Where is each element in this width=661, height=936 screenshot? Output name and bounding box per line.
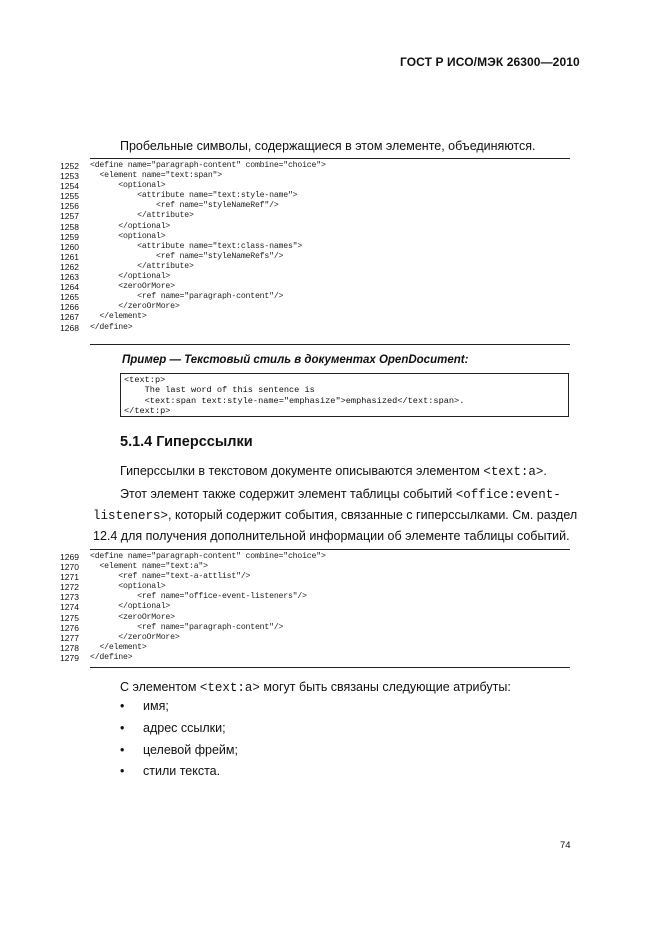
bullet-marker: • <box>120 764 125 778</box>
code-text: <attribute name="text:style-name"> <box>90 191 298 201</box>
line-number: 1274 <box>60 602 79 613</box>
code-line <box>55 653 326 663</box>
bullet-item: адрес ссылки; <box>143 721 226 735</box>
line-number: 1277 <box>60 632 79 643</box>
code-text: <define name="paragraph-content" combine="choice"> <box>90 161 326 170</box>
code-line <box>55 272 326 282</box>
intro-paragraph: Пробельные символы, содержащиеся в этом элементе, объединяются. <box>120 139 536 153</box>
bullet-marker: • <box>120 699 125 713</box>
text-a-code: <text:a> <box>483 465 544 479</box>
bullet-item: целевой фрейм; <box>143 743 238 757</box>
code-line <box>55 602 326 612</box>
line-number: 1252 <box>60 161 79 171</box>
code-block-2-top-rule <box>90 549 570 550</box>
code-line <box>55 613 326 623</box>
code-line <box>55 201 326 211</box>
code-block-1-top-rule <box>90 158 570 159</box>
line-number: 1273 <box>60 592 79 603</box>
line-number: 1271 <box>60 572 79 583</box>
attributes-intro-code: <text:a> <box>199 681 260 695</box>
hyperlinks-paragraph-end: . <box>543 464 547 478</box>
code-line <box>55 582 326 592</box>
code-line <box>55 262 326 272</box>
code-text: </optional> <box>90 221 171 231</box>
office-event-code-2: listeners> <box>93 509 169 523</box>
line-number: 1270 <box>60 562 79 573</box>
event-listeners-paragraph-line3: 12.4 для получения дополнительной информации об элементе таблицы событий. <box>93 529 570 543</box>
event-listeners-paragraph-line2 <box>93 507 577 524</box>
code-line <box>55 572 326 582</box>
line-number: 1276 <box>60 622 79 633</box>
code-line <box>55 222 326 232</box>
code-text: <zeroOrMore> <box>90 612 175 622</box>
page-number: 74 <box>560 840 571 851</box>
section-heading: 5.1.4 Гиперссылки <box>120 434 253 450</box>
line-number: 1279 <box>60 652 79 663</box>
line-number: 1253 <box>60 171 79 182</box>
code-text: </optional> <box>90 602 171 612</box>
code-text: <optional> <box>90 181 166 191</box>
line-number: 1266 <box>60 302 79 313</box>
code-line <box>55 292 326 302</box>
attributes-intro-text: С элементом <box>120 680 200 694</box>
code-line <box>55 312 326 322</box>
line-number: 1265 <box>60 292 79 303</box>
example-code-box <box>120 373 569 417</box>
code-line <box>55 191 326 201</box>
line-number: 1254 <box>60 181 79 192</box>
line-number: 1259 <box>60 231 79 242</box>
code-text: <element name="text:a"> <box>90 562 208 572</box>
bullet-marker: • <box>120 743 125 757</box>
code-text: </element> <box>90 312 147 322</box>
example-code-line: <text:span text:style-name="emphasize">emphasized</text:span>. <box>124 395 465 406</box>
code-line <box>55 211 326 221</box>
line-number: 1272 <box>60 582 79 593</box>
line-number: 1257 <box>60 211 79 222</box>
code-line <box>55 623 326 633</box>
code-line <box>55 633 326 643</box>
example-title: Пример — Текстовый стиль в документах OpenDocument: <box>122 354 469 366</box>
event-paragraph-text-1: Этот элемент также содержит элемент таблицы событий <box>120 487 456 501</box>
code-block-1-bottom-rule <box>90 344 570 345</box>
line-number: 1269 <box>60 552 79 562</box>
code-block-1 <box>55 161 326 333</box>
line-number: 1267 <box>60 312 79 323</box>
code-line <box>55 643 326 653</box>
code-block-2 <box>55 552 326 663</box>
code-line <box>55 161 326 171</box>
attributes-intro-end: могут быть связаны следующие атрибуты: <box>259 680 511 694</box>
page-header-title: ГОСТ Р ИСО/МЭК 26300—2010 <box>400 55 580 69</box>
line-number: 1256 <box>60 201 79 212</box>
code-text: <ref name="paragraph-content"/> <box>90 622 284 632</box>
code-text: </define> <box>90 322 133 332</box>
code-line <box>55 592 326 602</box>
code-line <box>55 562 326 572</box>
code-text: <ref name="text-a-attlist"/> <box>90 572 251 582</box>
event-paragraph-text-2: , который содержит события, связанные с гиперссылками. См. раздел <box>168 508 578 522</box>
office-event-code-1: <office:event- <box>455 488 561 502</box>
code-line <box>55 302 326 312</box>
code-line <box>55 242 326 252</box>
code-text: </element> <box>90 642 147 652</box>
code-text: </optional> <box>90 272 171 282</box>
code-line <box>55 171 326 181</box>
hyperlinks-paragraph <box>120 463 547 480</box>
attributes-intro <box>120 679 511 696</box>
example-code-line: <text:p> <box>124 375 166 385</box>
code-text: </zeroOrMore> <box>90 302 180 312</box>
example-code-line: </text:p> <box>124 405 171 416</box>
code-text: <optional> <box>90 231 166 241</box>
code-block-2-bottom-rule <box>90 667 570 668</box>
code-line <box>55 252 326 262</box>
code-text: </attribute> <box>90 211 194 221</box>
code-text: </attribute> <box>90 261 194 271</box>
code-text: <attribute name="text:class-names"> <box>90 241 303 251</box>
code-text: <ref name="styleNameRef"/> <box>90 201 279 211</box>
line-number: 1262 <box>60 261 79 272</box>
example-code-line: The last word of this sentence is <box>124 385 315 396</box>
line-number: 1258 <box>60 221 79 232</box>
code-text: </zeroOrMore> <box>90 632 180 642</box>
line-number: 1260 <box>60 241 79 252</box>
event-listeners-paragraph-line1 <box>120 486 570 503</box>
line-number: 1268 <box>60 322 79 333</box>
code-line <box>55 552 326 562</box>
code-text: <optional> <box>90 582 166 592</box>
code-text: <define name="paragraph-content" combine="choice"> <box>90 552 326 561</box>
bullet-item: имя; <box>143 699 169 713</box>
code-text: <ref name="office-event-listeners"/> <box>90 592 307 602</box>
code-line <box>55 282 326 292</box>
code-text: <element name="text:span"> <box>90 171 222 181</box>
line-number: 1278 <box>60 642 79 653</box>
line-number: 1264 <box>60 282 79 293</box>
code-text: <ref name="paragraph-content"/> <box>90 292 284 302</box>
code-text: <zeroOrMore> <box>90 282 175 292</box>
bullet-item: стили текста. <box>143 764 221 778</box>
line-number: 1255 <box>60 191 79 202</box>
line-number: 1263 <box>60 272 79 283</box>
code-line <box>55 323 326 333</box>
line-number: 1275 <box>60 612 79 623</box>
code-text: <ref name="styleNameRefs"/> <box>90 251 284 261</box>
hyperlinks-paragraph-text: Гиперссылки в текстовом документе описываются элементом <box>120 464 484 478</box>
line-number: 1261 <box>60 251 79 262</box>
code-line <box>55 232 326 242</box>
bullet-marker: • <box>120 721 125 735</box>
code-text: </define> <box>90 652 133 662</box>
code-line <box>55 181 326 191</box>
